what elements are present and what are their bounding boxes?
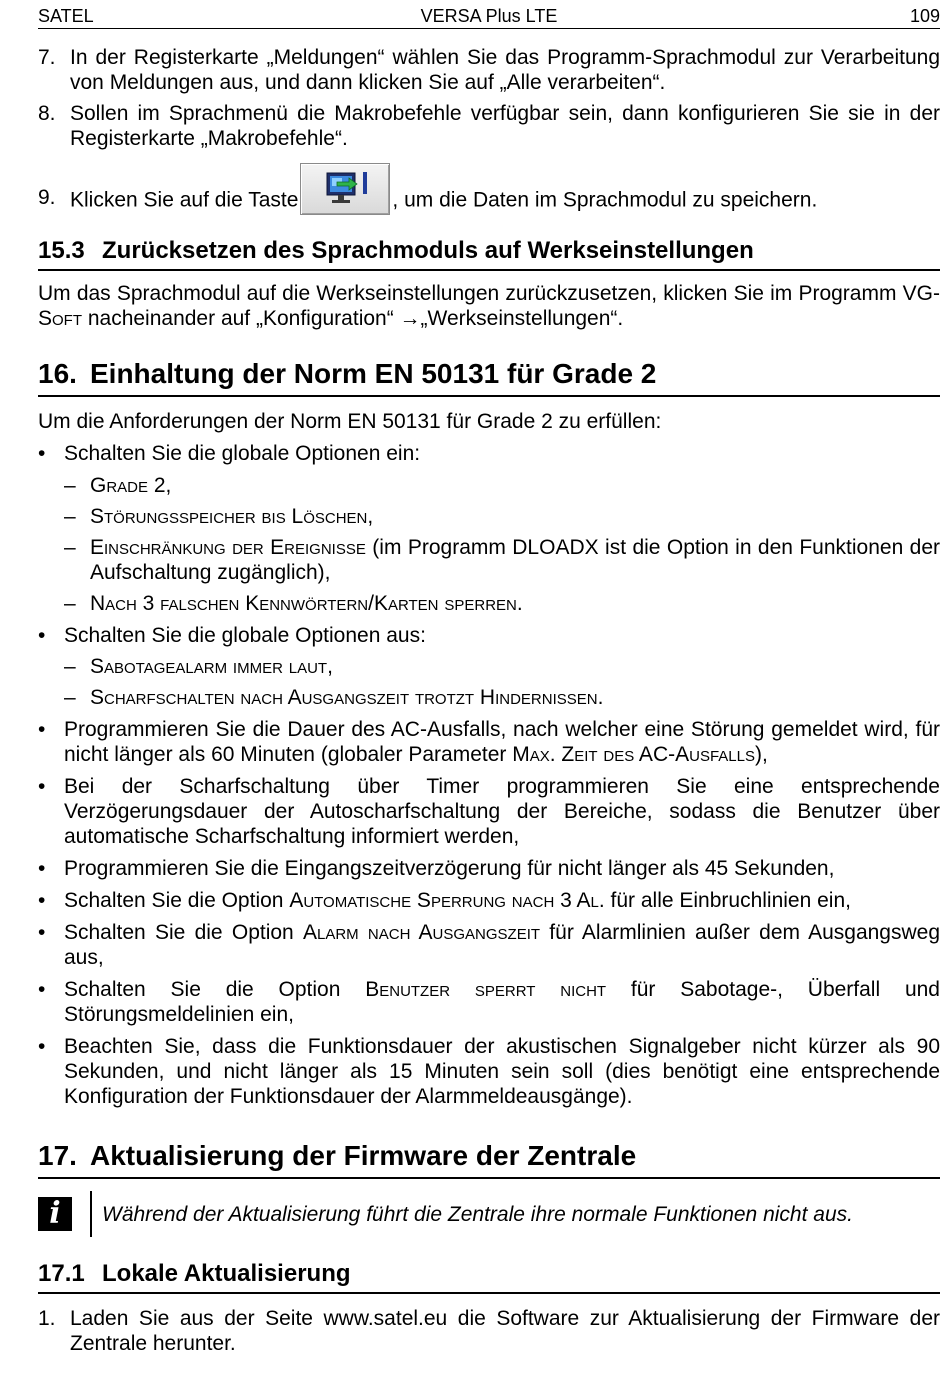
bullet-icon: • [38,857,46,880]
program-name-vg-soft: VG-Soft [38,282,940,330]
section-title: Aktualisierung der Firmware der Zentrale [90,1140,637,1171]
bullet-icon: • [38,442,46,465]
para-line-1: Um das Sprachmodul auf die Werkseinstellungen zurückzusetzen, klicken Sie im Programm [38,282,897,305]
option-scharfschalten: – Scharfschalten nach Ausgangszeit trotzt Hindernissen. [64,686,604,709]
parameter-name: Max. Zeit des AC-Ausfalls [512,743,755,766]
section-15-3-paragraph [38,281,940,331]
para-line-2: nacheinander auf „Konfiguration“ [82,307,400,330]
note-text: Während der Aktualisierung führt die Zentrale ihre normale Funktionen nicht aus. [102,1202,853,1226]
bullet-text: Programmieren Sie die Dauer des AC-Ausfalls, nach welcher eine Störung gemeldet wird, für nicht länger als 60 Minuten (globaler Parameter [64,718,940,766]
section-title: Lokale Aktualisierung [102,1260,351,1287]
manual-page [38,0,940,1356]
option-stoerungsspeicher: – Störungsspeicher bis Löschen, [64,505,374,528]
section-17-heading [38,1139,940,1179]
steps-list-top [38,45,940,217]
info-note [38,1191,940,1237]
option-name: Störungsspeicher bis Löschen [90,505,368,528]
bullet-text: Schalten Sie die globale Optionen ein: [64,442,421,465]
save-to-module-button[interactable] [300,163,390,215]
bullet-text: Schalten Sie die Option [64,978,366,1001]
header-product: VERSA Plus LTE [420,6,558,26]
step-number: 9. [38,186,56,209]
bullet-text-end: für alle Einbruchlinien ein, [604,889,851,912]
header-brand: SATEL [38,6,94,26]
bullet-text-end: für Alarmlinien außer dem Ausgangsweg aus, [64,921,941,969]
section-number: 15.3 [38,237,85,264]
bullet-text: Bei der Scharfschaltung über Timer programmieren Sie eine entsprechende Verzögerungsdauer der Autoscharfschaltung der Bereiche, sodass die Benutzer über automatische Scharfschaltung informiert werden, [64,775,940,848]
arrow-right-icon: → [399,307,421,330]
step-number: 1. [38,1307,56,1330]
save-to-module-icon [301,164,389,214]
bullet-options-off [38,623,940,648]
option-name: Scharfschalten nach Ausgangszeit trotzt Hindernissen [90,686,598,709]
dash-icon: – [64,536,76,559]
section-15-3-heading [38,236,940,271]
section-17-1-heading [38,1259,940,1294]
info-icon: i [38,1197,72,1231]
section-title: Zurücksetzen des Sprachmoduls auf Werkseinstellungen [102,237,754,264]
option-name: Grade 2 [90,474,166,497]
step-9-text-after: , um die Daten im Sprachmodul zu speichern. [392,188,818,212]
page-header [38,0,940,29]
bullet-alarm-nach-ausgangszeit [38,920,940,970]
option-sabotagealarm: – Sabotagealarm immer laut, [64,655,333,678]
section-16-heading [38,357,940,397]
bullet-text-end: ), [754,743,768,766]
option-name: Einschränkung der Ereignisse [90,536,366,559]
bullet-icon: • [38,718,46,741]
bullet-icon: • [38,1035,46,1058]
section-number: 17.1 [38,1260,85,1287]
para-line-2-end: „Werkseinstellungen“. [420,307,624,330]
section-number: 16. [38,358,77,389]
option-note: (im Programm DLOADX ist die Option in den Funktionen der Aufschaltung zugänglich), [90,536,941,584]
bullet-icon: • [38,775,46,798]
step-9 [38,185,940,217]
bullet-timer [38,774,940,849]
bullet-eingangszeit [38,856,940,881]
bullet-icon: • [38,889,46,912]
bullet-icon: • [38,624,46,647]
note-divider [90,1191,92,1237]
step-1 [38,1306,940,1356]
step-number: 7. [38,46,56,69]
step-text: In der Registerkarte „Meldungen“ wählen Sie das Programm-Sprachmodul zur Verarbeitung von Meldungen aus, und dann klicken Sie auf „Alle verarbeiten“. [70,46,940,94]
bullet-text: Programmieren Sie die Eingangszeitverzögerung für nicht länger als 45 Sekunden, [64,857,835,880]
step-text: Laden Sie aus der Seite www.satel.eu die Software zur Aktualisierung der Firmware der Zentrale herunter. [70,1307,940,1355]
bullet-benutzer-sperrt-nicht [38,977,940,1027]
step-text: Sollen im Sprachmenü die Makrobefehle verfügbar sein, dann konfigurieren Sie sie in der Registerkarte „Makrobefehle“. [70,102,940,150]
bullet-text: Schalten Sie die globale Optionen aus: [64,624,426,647]
bullet-automatische-sperrung [38,888,940,913]
step-text [70,185,940,217]
dash-icon: – [64,505,76,528]
header-page-number: 109 [909,6,940,26]
bullet-text-end: für Sabotage-, Überfall und Störungsmeldelinien ein, [64,978,940,1026]
bullet-text: Schalten Sie die Option [64,889,290,912]
step-8 [38,101,940,151]
dash-icon: – [64,686,76,709]
step-number: 8. [38,102,56,125]
bullet-text: Beachten Sie, dass die Funktionsdauer der akustischen Signalgeber nicht kürzer als 90 Sekunden, und nicht länger als 15 Minuten sein soll (dies benötigt eine entsprechende Konfiguration der Funktionsdauer der Alarmmeldeausgänge). [64,1035,940,1108]
option-einschraenkung [38,535,940,585]
bullet-options-on [38,441,940,466]
option-name: Alarm nach Ausgangszeit [302,921,541,944]
option-name: Sabotagealarm immer laut [90,655,328,678]
option-name: Nach 3 falschen Kennwörtern/Karten sperren [90,592,517,615]
step-9-text-before: Klicken Sie auf die Taste [70,188,299,212]
option-grade-2: – Grade 2, [64,474,172,497]
section-16-intro: Um die Anforderungen der Norm EN 50131 für Grade 2 zu erfüllen: [38,410,662,433]
section-title: Einhaltung der Norm EN 50131 für Grade 2 [90,358,657,389]
bullet-signalgeber [38,1034,940,1109]
dash-icon: – [64,655,76,678]
bullet-icon: • [38,921,46,944]
bullet-icon: • [38,978,46,1001]
option-nach-3-falschen: – Nach 3 falschen Kennwörtern/Karten sperren. [64,592,523,615]
bullet-ac-ausfall [38,717,940,767]
dash-icon: – [64,592,76,615]
option-name: Automatische Sperrung nach 3 Al. [289,889,605,912]
step-7 [38,45,940,95]
dash-icon: – [64,474,76,497]
bullet-text: Schalten Sie die Option [64,921,303,944]
section-number: 17. [38,1140,77,1171]
option-name: Benutzer sperrt nicht [365,978,607,1001]
